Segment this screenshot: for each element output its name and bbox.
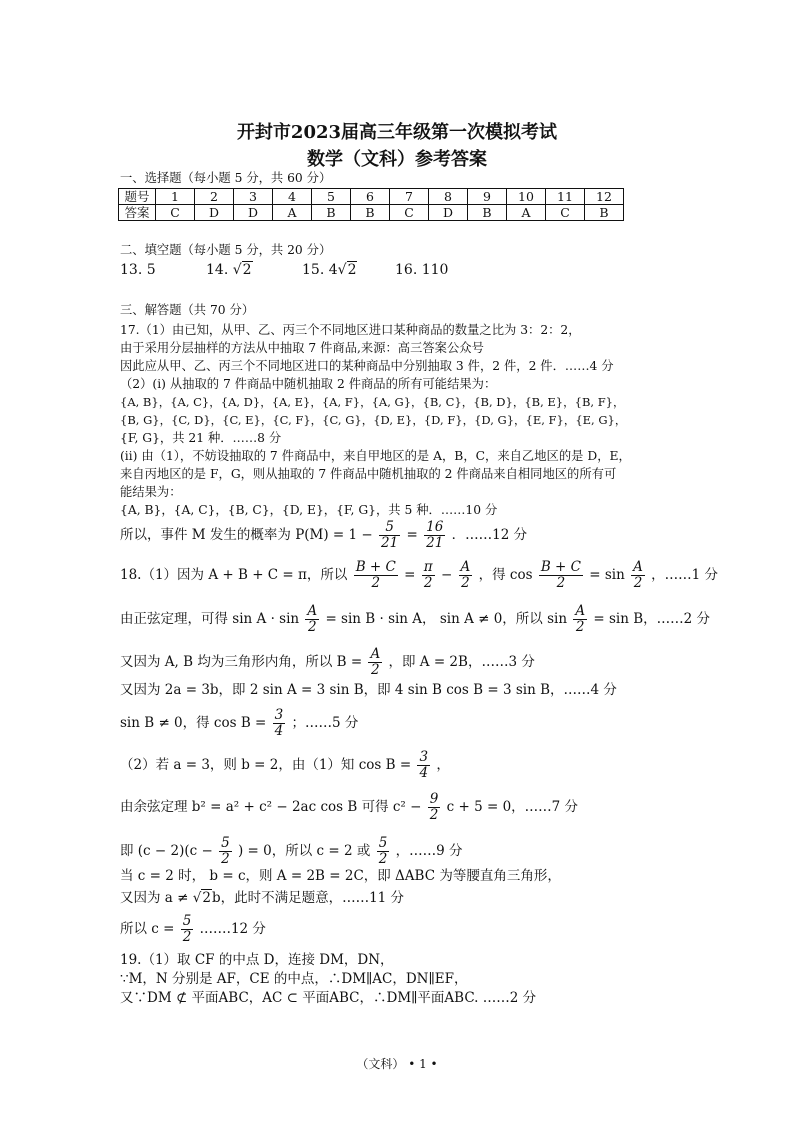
fraction bbox=[573, 604, 587, 635]
text: 又因为 a ≠ √ bbox=[120, 890, 202, 906]
table-cell: 9 bbox=[468, 189, 507, 205]
denominator: 2 bbox=[378, 851, 388, 867]
sqrt-value: 2 bbox=[202, 890, 211, 906]
p18-line-3 bbox=[120, 647, 535, 678]
denominator: 2 bbox=[633, 575, 643, 591]
answer-15-label: 15. bbox=[302, 262, 325, 278]
p17-line: {B, G}，{C, D}，{C, E}，{C, F}，{C, G}，{D, E}，{D, F}，{D, G}，{E, F}，{E, G}， bbox=[120, 413, 627, 427]
numerator: B + C bbox=[355, 559, 396, 575]
p18-line-6 bbox=[120, 750, 450, 781]
table-cell: B bbox=[351, 205, 390, 221]
p18-line-5 bbox=[120, 708, 358, 739]
table-cell: C bbox=[546, 205, 585, 221]
text: b，此时不满足题意，……11 分 bbox=[211, 890, 405, 906]
denominator: 2 bbox=[556, 575, 566, 591]
text: （2）若 a = 3，则 b = 2，由（1）知 cos B = bbox=[120, 757, 412, 773]
denominator: 4 bbox=[419, 765, 429, 781]
text: 即 (c − 2)(c − bbox=[120, 843, 213, 859]
text: ，……1 分 bbox=[651, 567, 719, 583]
fraction bbox=[181, 914, 194, 945]
table-cell: 10 bbox=[507, 189, 546, 205]
text: = sin B，……2 分 bbox=[593, 611, 711, 627]
fraction bbox=[631, 560, 645, 591]
numerator: 5 bbox=[182, 913, 192, 929]
fraction bbox=[459, 560, 473, 591]
fraction bbox=[377, 836, 390, 867]
answer-13: 13. 5 bbox=[120, 262, 156, 278]
p18-line-8 bbox=[120, 836, 462, 867]
p17-line: 由于采用分层抽样的方法从中抽取 7 件商品,来源：高三答案公众号 bbox=[120, 341, 484, 355]
p17-probability bbox=[120, 520, 527, 551]
table-row-answers bbox=[119, 205, 624, 221]
fraction bbox=[539, 560, 583, 591]
table-cell: B bbox=[585, 205, 624, 221]
p19-line: ∵M，N 分别是 AF，CE 的中点，∴DM∥AC，DN∥EF， bbox=[120, 971, 468, 987]
table-cell: C bbox=[156, 205, 195, 221]
denominator: 2 bbox=[461, 575, 470, 591]
p17-line: 能结果为： bbox=[120, 485, 182, 499]
numerator: A bbox=[460, 559, 471, 575]
text: 由正弦定理，可得 sin A · sin bbox=[120, 611, 300, 627]
table-cell: 4 bbox=[273, 189, 312, 205]
fraction bbox=[379, 520, 400, 551]
table-cell: 6 bbox=[351, 189, 390, 205]
numerator: A bbox=[370, 646, 381, 662]
text: ) = 0，所以 c = 2 或 bbox=[238, 843, 371, 859]
answer-table bbox=[118, 188, 624, 221]
numerator: 5 bbox=[221, 835, 230, 851]
denominator: 21 bbox=[426, 535, 444, 551]
text: 18.（1）因为 A + B + C = π，所以 bbox=[120, 567, 348, 583]
denominator: 2 bbox=[182, 929, 192, 945]
numerator: A bbox=[575, 603, 586, 619]
numerator: B + C bbox=[540, 559, 581, 575]
table-cell: D bbox=[195, 205, 234, 221]
text: = sin bbox=[589, 567, 625, 583]
text: sin B ≠ 0，得 cos B = bbox=[120, 715, 267, 731]
table-cell: 5 bbox=[312, 189, 351, 205]
numerator: 16 bbox=[426, 519, 444, 535]
table-cell: 2 bbox=[195, 189, 234, 205]
section-2-heading: 二、填空题（每小题 5 分，共 20 分） bbox=[120, 243, 332, 257]
fraction bbox=[428, 792, 441, 823]
text: − bbox=[440, 567, 453, 583]
answer-title: 数学（文科）参考答案 bbox=[307, 149, 487, 170]
denominator: 2 bbox=[371, 662, 380, 678]
p17-line: 17.（1）由已知，从甲、乙、丙三个不同地区进口某种商品的数量之比为 3：2：2， bbox=[120, 323, 581, 337]
numerator: 3 bbox=[419, 749, 429, 765]
text: = bbox=[406, 527, 418, 543]
fraction bbox=[305, 604, 319, 635]
table-cell: D bbox=[429, 205, 468, 221]
table-cell: B bbox=[312, 205, 351, 221]
exam-title: 开封市2023届高三年级第一次模拟考试 bbox=[236, 122, 558, 143]
section-3-heading: 三、解答题（共 70 分） bbox=[120, 303, 255, 317]
p18-line-4: 又因为 2a = 3b，即 2 sin A = 3 sin B，即 4 sin B cos B = 3 sin B，……4 分 bbox=[120, 682, 617, 698]
p18-line-2 bbox=[120, 604, 710, 635]
fraction bbox=[219, 836, 232, 867]
text: 由余弦定理 b² = a² + c² − 2ac cos B 可得 c² − bbox=[120, 799, 422, 815]
numerator: 5 bbox=[378, 835, 388, 851]
answer-14-label: 14. bbox=[206, 262, 229, 278]
fraction bbox=[368, 647, 382, 678]
table-cell: 8 bbox=[429, 189, 468, 205]
page-footer: （文科） • 1 • bbox=[356, 1057, 438, 1071]
answer-15: 15. 4√2 bbox=[302, 262, 357, 278]
denominator: 2 bbox=[575, 619, 585, 635]
text: 又因为 A, B 均为三角形内角，所以 B = bbox=[120, 654, 363, 670]
text: c + 5 = 0，……7 分 bbox=[446, 799, 579, 815]
table-cell: 7 bbox=[390, 189, 429, 205]
p19-line: 又∵DM ⊄ 平面ABC，AC ⊂ 平面ABC，∴DM∥平面ABC. ……2 分 bbox=[120, 990, 537, 1006]
p17-line: 因此应从甲、乙、丙三个不同地区进口的某种商品中分别抽取 3 件，2 件，2 件．……4 分 bbox=[120, 359, 614, 373]
table-cell: B bbox=[468, 205, 507, 221]
denominator: 2 bbox=[307, 619, 317, 635]
table-cell: C bbox=[390, 205, 429, 221]
p18-line-11 bbox=[120, 914, 266, 945]
table-row-numbers bbox=[119, 189, 624, 205]
text: ， bbox=[436, 757, 450, 773]
p18-line-10 bbox=[120, 890, 404, 906]
answer-15-value: 2 bbox=[347, 262, 357, 278]
p18-line-9: 当 c = 2 时， b = c，则 A = 2B = 2C，即 ΔABC 为等腰直角三角形， bbox=[120, 868, 561, 884]
text: ；……5 分 bbox=[291, 715, 359, 731]
fraction bbox=[417, 750, 430, 781]
text: 所以 c = bbox=[120, 921, 175, 937]
p18-line-1 bbox=[120, 560, 718, 591]
denominator: 2 bbox=[423, 575, 433, 591]
numerator: π bbox=[423, 559, 433, 575]
p19-line: 19.（1）取 CF 的中点 D，连接 DM，DN， bbox=[120, 952, 394, 968]
text: = sin B · sin A， sin A ≠ 0，所以 sin bbox=[325, 611, 568, 627]
text: .……12 分 bbox=[199, 921, 266, 937]
fraction bbox=[424, 520, 445, 551]
denominator: 2 bbox=[371, 575, 381, 591]
denominator: 2 bbox=[429, 807, 439, 823]
table-answer-label: 答案 bbox=[119, 205, 156, 221]
p17-line: {A, B}，{A, C}，{A, D}，{A, E}，{A, F}，{A, G}，{B, C}，{B, D}，{B, E}，{B, F}， bbox=[120, 395, 625, 409]
fraction bbox=[273, 708, 286, 739]
denominator: 4 bbox=[274, 723, 284, 739]
numerator: 3 bbox=[274, 707, 284, 723]
text: = bbox=[404, 567, 416, 583]
p17-line: {F, G}，共 21 种．……8 分 bbox=[120, 431, 282, 445]
text: ．……12 分 bbox=[451, 527, 528, 543]
answer-15-coef: 4 bbox=[328, 262, 338, 278]
table-cell: A bbox=[273, 205, 312, 221]
table-cell: A bbox=[507, 205, 546, 221]
answer-16: 16. 110 bbox=[395, 262, 449, 278]
answer-14: 14. √2 bbox=[206, 262, 252, 278]
table-cell: 3 bbox=[234, 189, 273, 205]
text: 所以，事件 M 发生的概率为 P(M) = 1 − bbox=[120, 527, 373, 543]
table-cell: 11 bbox=[546, 189, 585, 205]
denominator: 21 bbox=[381, 535, 399, 551]
numerator: A bbox=[307, 603, 318, 619]
p17-line: {A, B}，{A, C}，{B, C}，{D, E}，{F, G}，共 5 种．……10 分 bbox=[120, 503, 498, 517]
denominator: 2 bbox=[221, 851, 230, 867]
numerator: 9 bbox=[429, 791, 439, 807]
p17-line: （2）(ⅰ) 从抽取的 7 件商品中随机抽取 2 件商品的所有可能结果为： bbox=[120, 377, 497, 391]
answer-14-value: 2 bbox=[242, 262, 252, 278]
p17-line: 来自丙地区的是 F，G，则从抽取的 7 件商品中随机抽取的 2 件商品来自相同地区的所有可 bbox=[120, 467, 617, 481]
section-1-heading: 一、选择题（每小题 5 分，共 60 分） bbox=[120, 171, 332, 185]
p18-line-7 bbox=[120, 792, 578, 823]
fraction bbox=[354, 560, 398, 591]
numerator: A bbox=[633, 559, 643, 575]
text: ，即 A = 2B，……3 分 bbox=[388, 654, 535, 670]
text: ，得 cos bbox=[478, 567, 533, 583]
table-cell: D bbox=[234, 205, 273, 221]
text: ，……9 分 bbox=[395, 843, 463, 859]
table-cell: 12 bbox=[585, 189, 624, 205]
table-header-label: 题号 bbox=[119, 189, 156, 205]
fraction bbox=[422, 560, 435, 591]
table-cell: 1 bbox=[156, 189, 195, 205]
numerator: 5 bbox=[379, 520, 400, 536]
p17-line: (ⅱ) 由（1），不妨设抽取的 7 件商品中，来自甲地区的是 A，B，C，来自乙地区的是 D，E， bbox=[120, 449, 631, 463]
